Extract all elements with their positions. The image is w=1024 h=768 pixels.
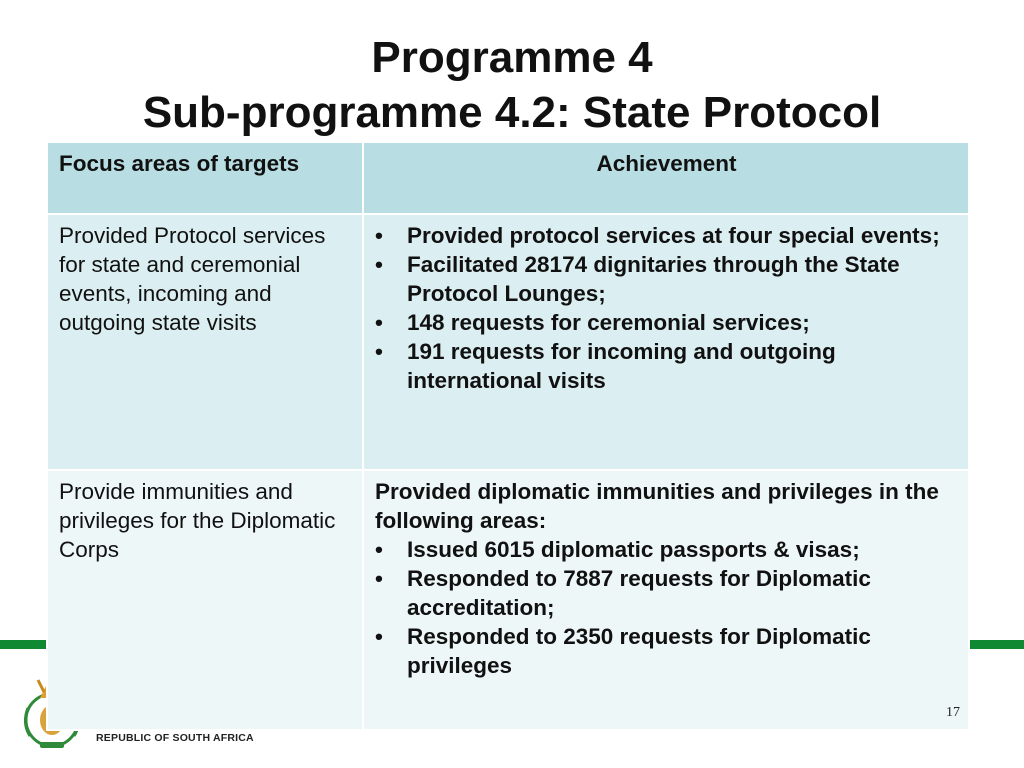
achievement-cell [363, 470, 969, 730]
page-number: 17 [946, 705, 960, 720]
achievement-list [375, 221, 958, 395]
list-item: • 148 requests for ceremonial services; [375, 308, 958, 337]
slide-title [0, 30, 1024, 140]
list-item: • Issued 6015 diplomatic passports & visas; [375, 535, 958, 564]
country-name: REPUBLIC OF SOUTH AFRICA [96, 732, 254, 744]
list-item: • 191 requests for incoming and outgoing international visits [375, 337, 958, 395]
list-item: • Provided protocol services at four special events; [375, 221, 958, 250]
list-item: • Responded to 2350 requests for Diplomatic privileges [375, 622, 958, 680]
achievement-intro: Provided diplomatic immunities and privileges in the following areas: [375, 479, 939, 533]
achievement-list [375, 535, 958, 680]
header-focus-areas: Focus areas of targets [47, 142, 363, 214]
table-row [47, 214, 969, 470]
focus-cell: Provided Protocol services for state and ceremonial events, incoming and outgoing state visits [47, 214, 363, 470]
table-header-row [47, 142, 969, 214]
footer-green-bar-left [0, 640, 48, 649]
targets-table [46, 141, 970, 731]
footer-green-bar-right [968, 640, 1024, 649]
table-row [47, 470, 969, 730]
achievement-cell [363, 214, 969, 470]
title-line-1: Programme 4 [371, 33, 653, 82]
header-achievement: Achievement [363, 142, 969, 214]
list-item: • Facilitated 28174 dignitaries through the State Protocol Lounges; [375, 250, 958, 308]
focus-cell: Provide immunities and privileges for the Diplomatic Corps [47, 470, 363, 730]
list-item: • Responded to 7887 requests for Diplomatic accreditation; [375, 564, 958, 622]
title-line-2: Sub-programme 4.2: State Protocol [142, 88, 882, 137]
